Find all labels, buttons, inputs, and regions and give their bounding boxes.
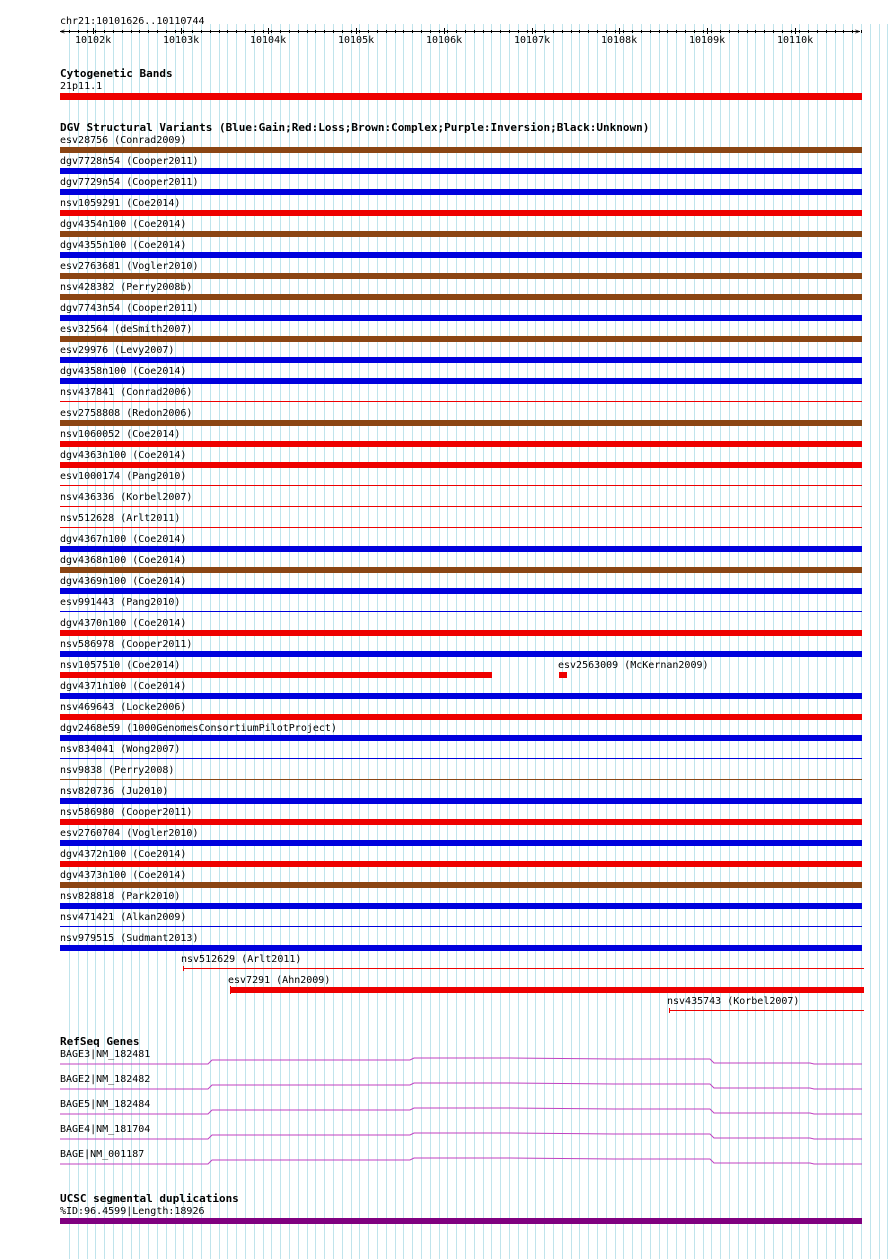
- ruler-minor-tick: [166, 30, 167, 33]
- dgv-variant-bar[interactable]: [60, 273, 862, 279]
- ruler-minor-tick: [69, 30, 70, 33]
- ruler-minor-tick: [641, 30, 642, 33]
- grid-line: [879, 24, 880, 1259]
- dgv-variant-start-cap: [183, 966, 184, 971]
- ruler-minor-tick: [852, 30, 853, 33]
- dgv-variant-label[interactable]: dgv4358n100 (Coe2014): [60, 366, 187, 377]
- dgv-variant-label[interactable]: nsv820736 (Ju2010): [60, 786, 169, 797]
- dgv-variant-bar[interactable]: [60, 189, 862, 195]
- refseq-gene-model[interactable]: [60, 1079, 862, 1089]
- dgv-variant-label[interactable]: esv1000174 (Pang2010): [60, 471, 187, 482]
- dgv-variant-bar[interactable]: [669, 1010, 864, 1011]
- dgv-variant-bar[interactable]: [183, 968, 864, 969]
- ruler-minor-tick: [104, 30, 105, 33]
- dgv-variant-label[interactable]: nsv834041 (Wong2007): [60, 744, 181, 755]
- ruler-minor-tick: [474, 30, 475, 33]
- dgv-variant-bar[interactable]: [60, 630, 862, 636]
- dgv-variant-label[interactable]: nsv979515 (Sudmant2013): [60, 933, 199, 944]
- ruler-minor-tick: [78, 30, 79, 33]
- dgv-variant-label[interactable]: esv29976 (Levy2007): [60, 345, 175, 356]
- ruler-tick-label: 10107k: [514, 35, 551, 46]
- ruler-minor-tick: [764, 30, 765, 33]
- refseq-gene-model[interactable]: [60, 1129, 862, 1139]
- ruler-major-tick: [268, 28, 269, 34]
- ruler-minor-tick: [817, 30, 818, 33]
- dgv-variant-start-cap: [230, 986, 231, 994]
- ruler-minor-tick: [808, 30, 809, 33]
- refseq-title: RefSeq Genes: [60, 1035, 140, 1048]
- ruler-minor-tick: [509, 30, 510, 33]
- ruler-minor-tick: [148, 30, 149, 33]
- ruler-minor-tick: [755, 30, 756, 33]
- dgv-variant-label[interactable]: esv991443 (Pang2010): [60, 597, 181, 608]
- ruler-minor-tick: [271, 30, 272, 33]
- ruler-minor-tick: [439, 30, 440, 33]
- dgv-variant-label[interactable]: dgv4355n100 (Coe2014): [60, 240, 187, 251]
- dgv-variant-label[interactable]: dgv2468e59 (1000GenomesConsortiumPilotProject): [60, 723, 337, 734]
- dgv-variant-label[interactable]: dgv4369n100 (Coe2014): [60, 576, 187, 587]
- dgv-variant-label[interactable]: nsv512628 (Arlt2011): [60, 513, 181, 524]
- ruler-minor-tick: [606, 30, 607, 33]
- ruler-tick-label: 10103k: [163, 35, 200, 46]
- dgv-variant-label[interactable]: nsv435743 (Korbel2007): [667, 996, 800, 1007]
- dgv-variant-bar[interactable]: [60, 506, 862, 507]
- cytoband-label[interactable]: 21p11.1: [60, 81, 103, 92]
- ruler-minor-tick: [500, 30, 501, 33]
- ruler-minor-tick: [483, 30, 484, 33]
- ruler-minor-tick: [333, 30, 334, 33]
- dgv-variant-bar[interactable]: [559, 672, 567, 678]
- ruler-minor-tick: [535, 30, 536, 33]
- ruler-major-tick: [181, 28, 182, 34]
- dgv-variant-label[interactable]: nsv471421 (Alkan2009): [60, 912, 187, 923]
- arrow-right-icon: >: [855, 27, 860, 36]
- dgv-variant-bar[interactable]: [60, 861, 862, 867]
- ruler-major-tick: [707, 28, 708, 34]
- refseq-gene-label[interactable]: BAGE4|NM_181704: [60, 1124, 151, 1135]
- dgv-variant-bar[interactable]: [60, 567, 862, 573]
- dgv-variant-bar[interactable]: [60, 441, 862, 447]
- dgv-variant-bar[interactable]: [60, 672, 492, 678]
- dgv-variant-bar[interactable]: [60, 315, 862, 321]
- ruler-minor-tick: [219, 30, 220, 33]
- dgv-variant-label[interactable]: esv2758808 (Redon2006): [60, 408, 193, 419]
- dgv-variant-bar[interactable]: [60, 252, 862, 258]
- ruler-minor-tick: [157, 30, 158, 33]
- ruler-tick-label: 10106k: [426, 35, 463, 46]
- refseq-gene-intron-line: [60, 1158, 862, 1164]
- ruler-minor-tick: [465, 30, 466, 33]
- ruler-minor-tick: [192, 30, 193, 33]
- ruler-minor-tick: [280, 30, 281, 33]
- dgv-variant-label[interactable]: nsv586980 (Cooper2011): [60, 807, 193, 818]
- dgv-variant-label[interactable]: dgv4368n100 (Coe2014): [60, 555, 187, 566]
- segdup-bar[interactable]: [60, 1218, 862, 1224]
- grid-line: [870, 24, 871, 1259]
- ruler-minor-tick: [588, 30, 589, 33]
- ruler-minor-tick: [773, 30, 774, 33]
- ruler-minor-tick: [615, 30, 616, 33]
- segdup-label[interactable]: %ID:96.4599|Length:18926: [60, 1206, 205, 1217]
- dgv-variant-label[interactable]: nsv512629 (Arlt2011): [181, 954, 302, 965]
- ruler-minor-tick: [676, 30, 677, 33]
- ruler-minor-tick: [131, 30, 132, 33]
- dgv-variant-bar[interactable]: [60, 651, 862, 657]
- dgv-variant-bar[interactable]: [60, 527, 862, 528]
- dgv-variant-label[interactable]: dgv4371n100 (Coe2014): [60, 681, 187, 692]
- grid-line: [887, 24, 888, 1259]
- ruler-minor-tick: [579, 30, 580, 33]
- dgv-variant-label[interactable]: nsv828818 (Park2010): [60, 891, 181, 902]
- dgv-variant-bar[interactable]: [60, 714, 862, 720]
- dgv-variant-label[interactable]: dgv4370n100 (Coe2014): [60, 618, 187, 629]
- ruler-minor-tick: [298, 30, 299, 33]
- ruler-minor-tick: [377, 30, 378, 33]
- ruler-minor-tick: [650, 30, 651, 33]
- ruler-minor-tick: [711, 30, 712, 33]
- dgv-variant-bar[interactable]: [60, 903, 862, 909]
- dgv-variant-bar[interactable]: [60, 357, 862, 363]
- dgv-variant-bar[interactable]: [60, 462, 862, 468]
- dgv-variant-label[interactable]: nsv436336 (Korbel2007): [60, 492, 193, 503]
- ruler-major-tick: [532, 28, 533, 34]
- dgv-variant-label[interactable]: nsv1057510 (Coe2014): [60, 660, 181, 671]
- ruler-minor-tick: [403, 30, 404, 33]
- ruler-region-label: chr21:10101626..10110744: [60, 16, 205, 27]
- cytoband-title: Cytogenetic Bands: [60, 67, 173, 80]
- ruler-minor-tick: [210, 30, 211, 33]
- dgv-variant-label[interactable]: dgv7743n54 (Cooper2011): [60, 303, 199, 314]
- dgv-variant-label[interactable]: nsv586978 (Cooper2011): [60, 639, 193, 650]
- dgv-variant-label[interactable]: esv2760704 (Vogler2010): [60, 828, 199, 839]
- ruler-minor-tick: [571, 30, 572, 33]
- ruler-minor-tick: [289, 30, 290, 33]
- ruler-minor-tick: [139, 30, 140, 33]
- ruler-minor-tick: [456, 30, 457, 33]
- dgv-variant-bar[interactable]: [60, 611, 862, 612]
- ruler-minor-tick: [659, 30, 660, 33]
- ruler-minor-tick: [307, 30, 308, 33]
- cytoband-bar[interactable]: [60, 93, 862, 100]
- dgv-variant-label[interactable]: dgv4363n100 (Coe2014): [60, 450, 187, 461]
- segdup-title: UCSC segmental duplications: [60, 1192, 239, 1205]
- ruler-minor-tick: [254, 30, 255, 33]
- ruler-minor-tick: [236, 30, 237, 33]
- dgv-variant-bar[interactable]: [60, 147, 862, 153]
- ruler-major-tick: [444, 28, 445, 34]
- ruler-minor-tick: [447, 30, 448, 33]
- dgv-variant-label[interactable]: esv28756 (Conrad2009): [60, 135, 187, 146]
- ruler-minor-tick: [113, 30, 114, 33]
- dgv-variant-label[interactable]: dgv4373n100 (Coe2014): [60, 870, 187, 881]
- ruler-minor-tick: [421, 30, 422, 33]
- ruler-minor-tick: [747, 30, 748, 33]
- ruler-minor-tick: [175, 30, 176, 33]
- ruler-major-tick: [795, 28, 796, 34]
- ruler-minor-tick: [720, 30, 721, 33]
- dgv-title: DGV Structural Variants (Blue:Gain;Red:Loss;Brown:Complex;Purple:Inversion;Black:Unknown): [60, 121, 650, 134]
- ruler-minor-tick: [685, 30, 686, 33]
- ruler-minor-tick: [122, 30, 123, 33]
- refseq-gene-model[interactable]: [60, 1154, 862, 1164]
- dgv-variant-label[interactable]: esv2563009 (McKernan2009): [558, 660, 709, 671]
- ruler-minor-tick: [491, 30, 492, 33]
- dgv-variant-label[interactable]: dgv7728n54 (Cooper2011): [60, 156, 199, 167]
- ruler-minor-tick: [562, 30, 563, 33]
- ruler-minor-tick: [694, 30, 695, 33]
- dgv-variant-bar[interactable]: [60, 779, 862, 780]
- ruler-minor-tick: [227, 30, 228, 33]
- ruler-minor-tick: [791, 30, 792, 33]
- dgv-variant-bar[interactable]: [60, 945, 862, 951]
- dgv-variant-label[interactable]: esv2763681 (Vogler2010): [60, 261, 199, 272]
- ruler-major-tick: [93, 28, 94, 34]
- dgv-variant-bar[interactable]: [60, 758, 862, 759]
- ruler-minor-tick: [703, 30, 704, 33]
- dgv-variant-bar[interactable]: [60, 401, 862, 402]
- dgv-variant-label[interactable]: nsv1059291 (Coe2014): [60, 198, 181, 209]
- ruler-tick-label: 10102k: [75, 35, 112, 46]
- dgv-variant-label[interactable]: nsv437841 (Conrad2006): [60, 387, 193, 398]
- ruler-minor-tick: [368, 30, 369, 33]
- ruler-tick-label: 10104k: [250, 35, 287, 46]
- dgv-variant-bar[interactable]: [60, 420, 862, 426]
- ruler-minor-tick: [553, 30, 554, 33]
- ruler-major-tick: [356, 28, 357, 34]
- dgv-variant-bar[interactable]: [60, 735, 862, 741]
- dgv-variant-bar[interactable]: [60, 336, 862, 342]
- ruler-minor-tick: [544, 30, 545, 33]
- dgv-variant-bar[interactable]: [60, 485, 862, 486]
- ruler-minor-tick: [667, 30, 668, 33]
- ruler-minor-tick: [632, 30, 633, 33]
- dgv-variant-label[interactable]: dgv7729n54 (Cooper2011): [60, 177, 199, 188]
- dgv-variant-bar[interactable]: [60, 882, 862, 888]
- ruler-minor-tick: [738, 30, 739, 33]
- dgv-variant-label[interactable]: dgv4372n100 (Coe2014): [60, 849, 187, 860]
- ruler-minor-tick: [835, 30, 836, 33]
- dgv-variant-bar[interactable]: [60, 378, 862, 384]
- refseq-gene-intron-line: [60, 1133, 862, 1139]
- ruler-minor-tick: [342, 30, 343, 33]
- dgv-variant-label[interactable]: nsv469643 (Locke2006): [60, 702, 187, 713]
- ruler-minor-tick: [826, 30, 827, 33]
- ruler-minor-tick: [623, 30, 624, 33]
- dgv-variant-bar[interactable]: [60, 588, 862, 594]
- refseq-gene-label[interactable]: BAGE|NM_001187: [60, 1149, 145, 1160]
- dgv-variant-start-cap: [669, 1008, 670, 1013]
- dgv-variant-bar[interactable]: [60, 210, 862, 216]
- ruler-minor-tick: [395, 30, 396, 33]
- ruler-tick-label: 10105k: [338, 35, 375, 46]
- ruler-axis-line: [60, 31, 860, 32]
- dgv-variant-label[interactable]: nsv9838 (Perry2008): [60, 765, 175, 776]
- ruler-minor-tick: [782, 30, 783, 33]
- ruler-minor-tick: [183, 30, 184, 33]
- ruler-minor-tick: [518, 30, 519, 33]
- dgv-variant-label[interactable]: nsv1060052 (Coe2014): [60, 429, 181, 440]
- ruler-tick-label: 10108k: [601, 35, 638, 46]
- refseq-gene-model[interactable]: [60, 1104, 862, 1114]
- ruler-minor-tick: [527, 30, 528, 33]
- ruler-tick-label: 10109k: [689, 35, 726, 46]
- dgv-variant-label[interactable]: nsv428382 (Perry2008b): [60, 282, 193, 293]
- refseq-gene-label[interactable]: BAGE2|NM_182482: [60, 1074, 151, 1085]
- dgv-variant-label[interactable]: esv32564 (deSmith2007): [60, 324, 193, 335]
- refseq-gene-label[interactable]: BAGE5|NM_182484: [60, 1099, 151, 1110]
- ruler-minor-tick: [386, 30, 387, 33]
- ruler-minor-tick: [430, 30, 431, 33]
- ruler-tick-label: 10110k: [777, 35, 814, 46]
- ruler-minor-tick: [263, 30, 264, 33]
- arrow-left-icon: [60, 28, 65, 36]
- dgv-variant-bar[interactable]: [60, 546, 862, 552]
- ruler-major-tick: [619, 28, 620, 34]
- dgv-variant-bar[interactable]: [60, 693, 862, 699]
- refseq-gene-model[interactable]: [60, 1054, 862, 1064]
- ruler-minor-tick: [95, 30, 96, 33]
- ruler-minor-tick: [729, 30, 730, 33]
- refseq-gene-intron-line: [60, 1108, 862, 1114]
- ruler-minor-tick: [324, 30, 325, 33]
- dgv-variant-bar[interactable]: [60, 840, 862, 846]
- dgv-variant-bar[interactable]: [230, 987, 864, 993]
- dgv-variant-label[interactable]: esv7291 (Ahn2009): [228, 975, 331, 986]
- dgv-variant-bar[interactable]: [60, 231, 862, 237]
- dgv-variant-bar[interactable]: [60, 168, 862, 174]
- ruler-minor-tick: [359, 30, 360, 33]
- ruler-minor-tick: [861, 30, 862, 33]
- ruler-minor-tick: [412, 30, 413, 33]
- dgv-variant-bar[interactable]: [60, 926, 862, 927]
- ruler-minor-tick: [597, 30, 598, 33]
- dgv-variant-bar[interactable]: [60, 798, 862, 804]
- ruler-minor-tick: [843, 30, 844, 33]
- refseq-gene-intron-line: [60, 1083, 862, 1089]
- ruler-minor-tick: [351, 30, 352, 33]
- ruler-minor-tick: [87, 30, 88, 33]
- dgv-variant-label[interactable]: dgv4354n100 (Coe2014): [60, 219, 187, 230]
- refseq-gene-intron-line: [60, 1058, 862, 1064]
- ruler-minor-tick: [315, 30, 316, 33]
- ruler-minor-tick: [799, 30, 800, 33]
- dgv-variant-label[interactable]: dgv4367n100 (Coe2014): [60, 534, 187, 545]
- dgv-variant-bar[interactable]: [60, 294, 862, 300]
- dgv-variant-bar[interactable]: [60, 819, 862, 825]
- ruler-minor-tick: [201, 30, 202, 33]
- ruler-minor-tick: [245, 30, 246, 33]
- refseq-gene-label[interactable]: BAGE3|NM_182481: [60, 1049, 151, 1060]
